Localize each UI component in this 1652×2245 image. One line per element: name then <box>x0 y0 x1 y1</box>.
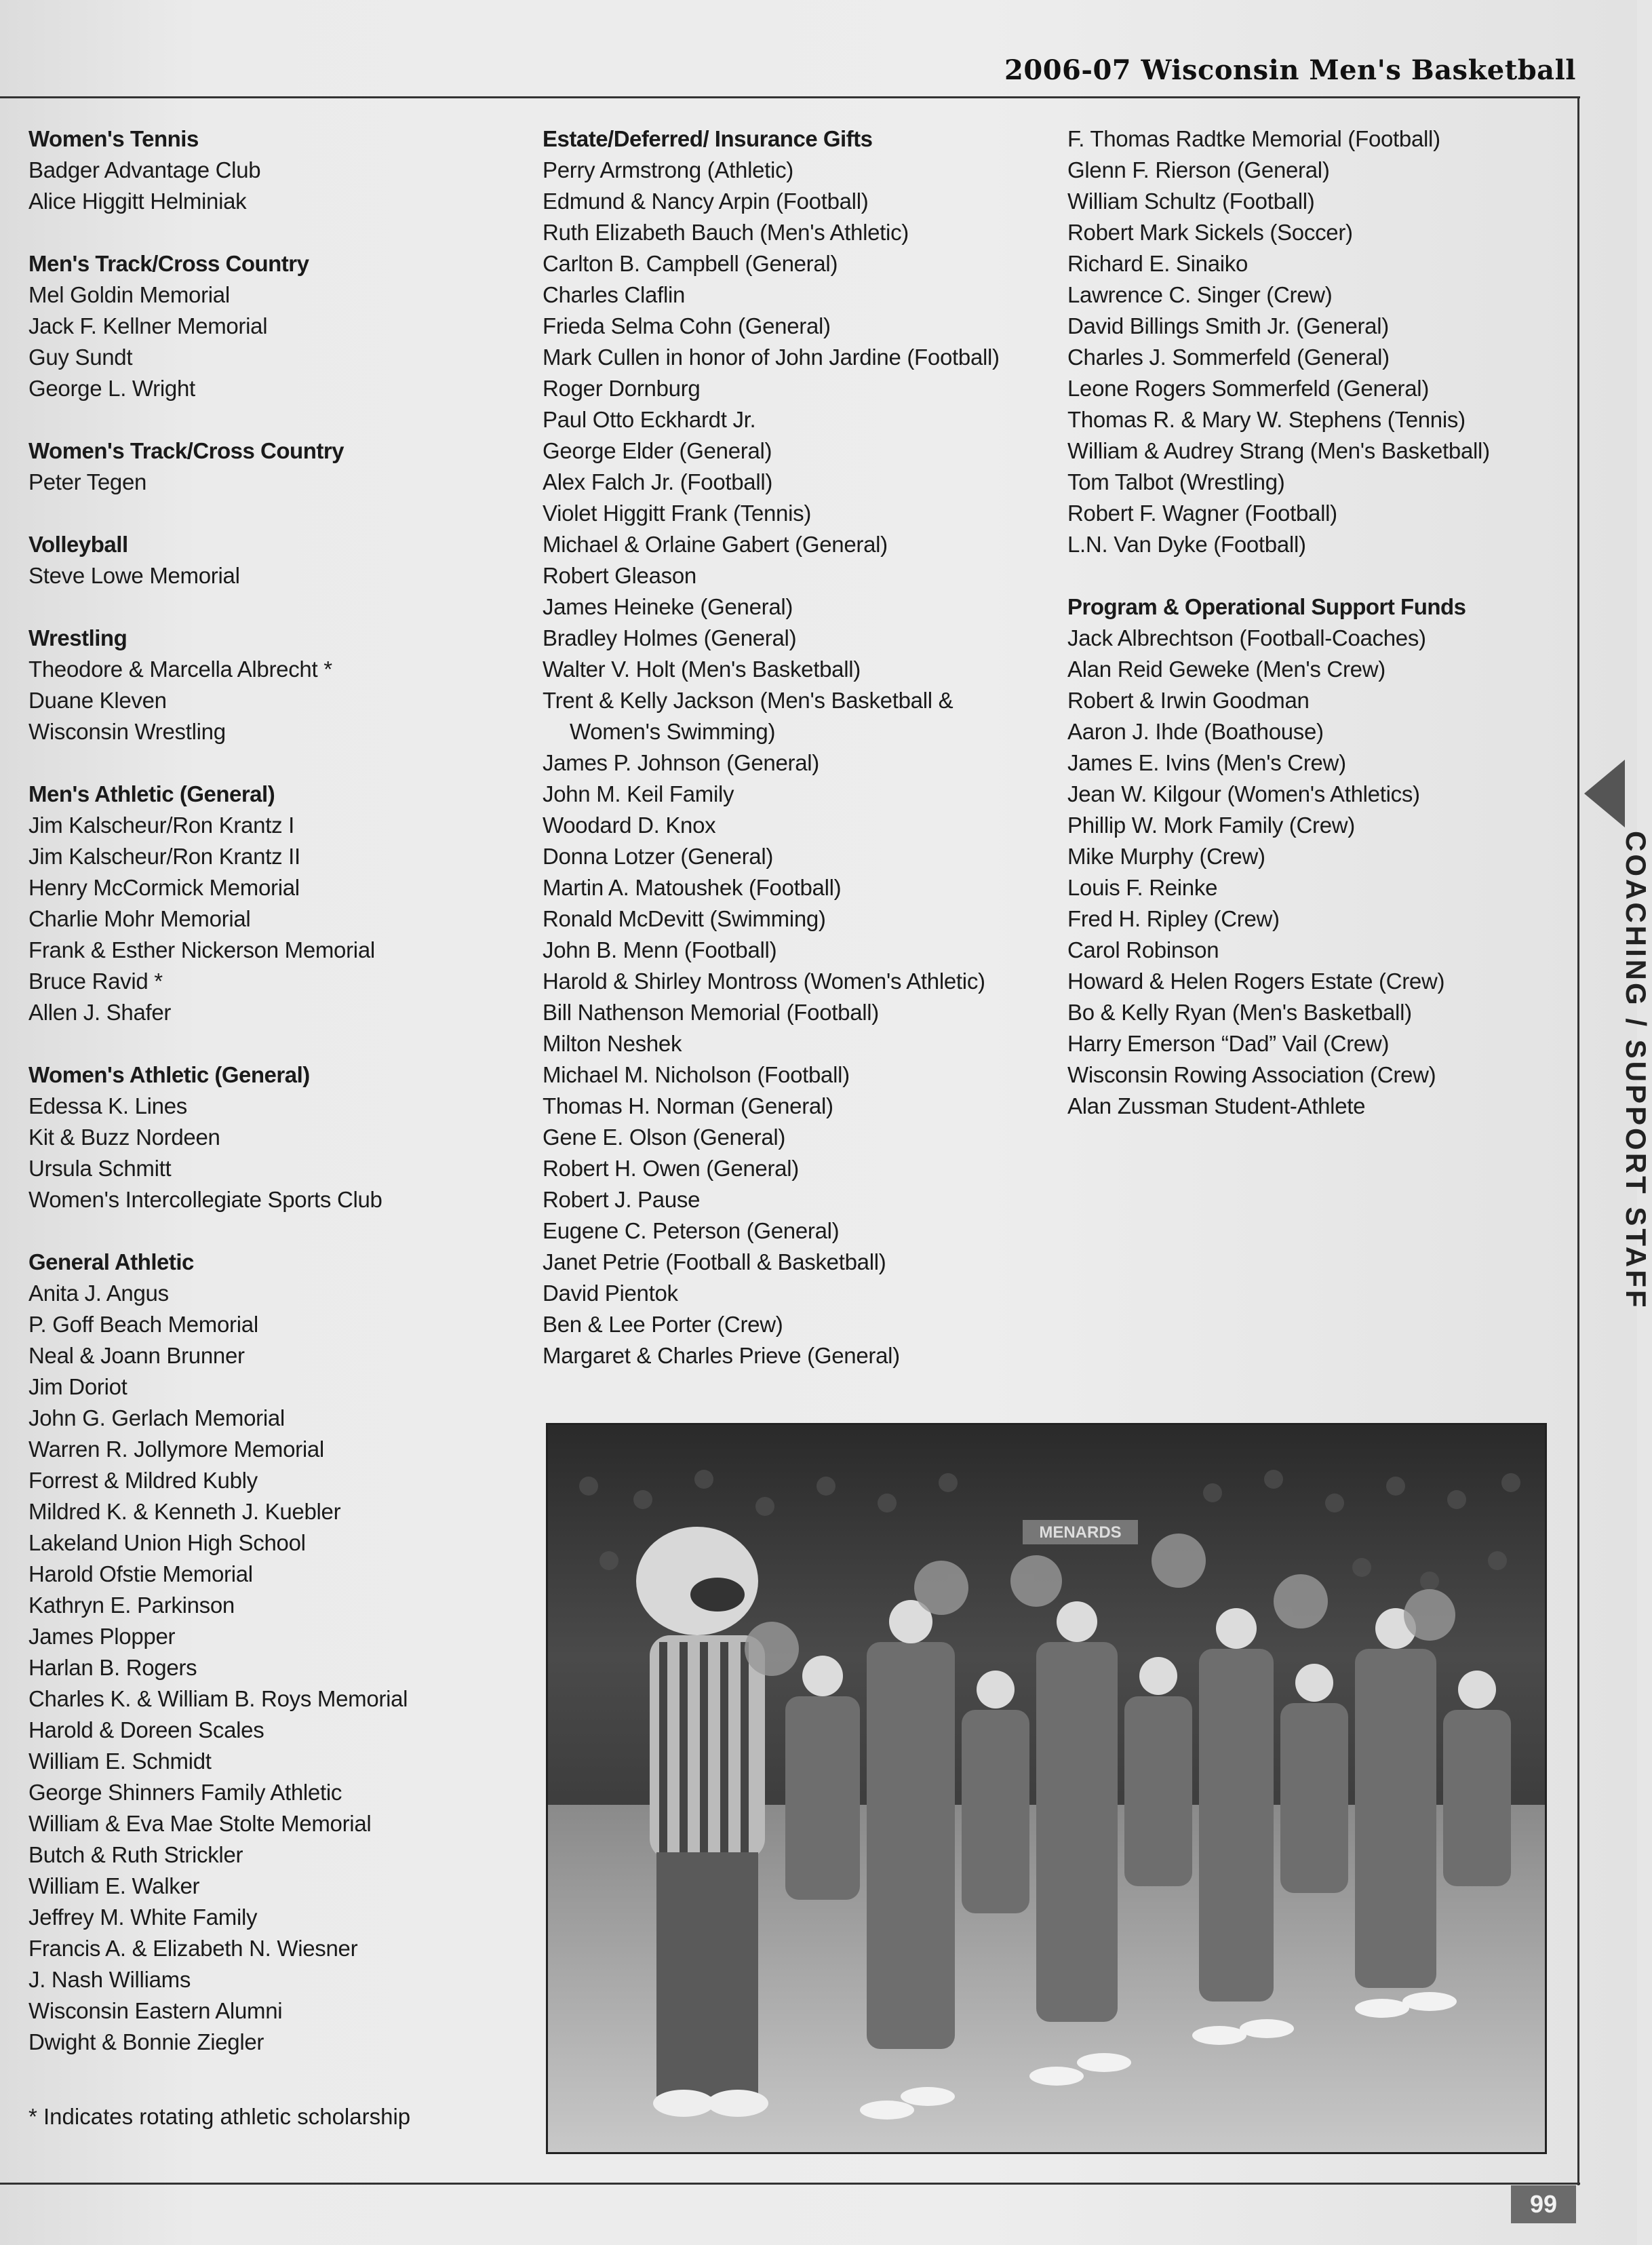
scholarship-column-2 <box>543 123 1058 1403</box>
fund-entry: Neal & Joann Brunner <box>28 1343 245 1368</box>
fund-entry: Janet Petrie (Football & Basketball) <box>543 1249 886 1274</box>
fund-entry: Roger Dornburg <box>543 376 701 401</box>
section-heading: Men's Track/Cross Country <box>28 251 309 276</box>
fund-entry: Howard & Helen Rogers Estate (Crew) <box>1067 969 1445 994</box>
side-tab-label: COACHING / SUPPORT STAFF <box>1620 831 1652 1310</box>
fund-section <box>1067 123 1569 560</box>
fund-section <box>28 779 503 1028</box>
fund-entry: Robert F. Wagner (Football) <box>1067 501 1337 526</box>
fund-entry: Robert H. Owen (General) <box>543 1156 799 1181</box>
fund-section <box>28 1059 503 1215</box>
fund-entry: Ruth Elizabeth Bauch (Men's Athletic) <box>543 220 909 245</box>
fund-entry: F. Thomas Radtke Memorial (Football) <box>1067 126 1440 151</box>
fund-entry: Ben & Lee Porter (Crew) <box>543 1312 783 1337</box>
fund-entry: Bradley Holmes (General) <box>543 625 797 650</box>
fund-entry: Charles K. & William B. Roys Memorial <box>28 1686 408 1711</box>
fund-entry: James E. Ivins (Men's Crew) <box>1067 750 1346 775</box>
fund-section <box>28 123 503 217</box>
fund-entry: Edessa K. Lines <box>28 1093 187 1118</box>
fund-entry: Walter V. Holt (Men's Basketball) <box>543 657 861 682</box>
fund-entry: Ronald McDevitt (Swimming) <box>543 906 826 931</box>
fund-entry: Bo & Kelly Ryan (Men's Basketball) <box>1067 1000 1412 1025</box>
fund-entry: William & Audrey Strang (Men's Basketball) <box>1067 438 1490 463</box>
fund-entry: Glenn F. Rierson (General) <box>1067 157 1330 182</box>
fund-entry: John G. Gerlach Memorial <box>28 1405 285 1430</box>
fund-entry: Fred H. Ripley (Crew) <box>1067 906 1280 931</box>
fund-entry: William E. Walker <box>28 1873 200 1898</box>
fund-entry: Harlan B. Rogers <box>28 1655 197 1680</box>
fund-entry: David Billings Smith Jr. (General) <box>1067 313 1389 338</box>
fund-entry: Robert & Irwin Goodman <box>1067 688 1310 713</box>
fund-entry: Mike Murphy (Crew) <box>1067 844 1265 869</box>
fund-entry: Violet Higgitt Frank (Tennis) <box>543 501 812 526</box>
section-heading: Women's Tennis <box>28 126 199 151</box>
fund-entry: Milton Neshek <box>543 1031 682 1056</box>
fund-entry: Thomas R. & Mary W. Stephens (Tennis) <box>1067 407 1466 432</box>
fund-entry: Peter Tegen <box>28 469 147 494</box>
fund-entry: Carol Robinson <box>1067 937 1219 962</box>
fund-entry: Thomas H. Norman (General) <box>543 1093 833 1118</box>
fund-entry: Ursula Schmitt <box>28 1156 172 1181</box>
fund-entry: James Plopper <box>28 1624 176 1649</box>
fund-entry: Robert Mark Sickels (Soccer) <box>1067 220 1353 245</box>
fund-entry: Alice Higgitt Helminiak <box>28 189 247 214</box>
fund-entry: Duane Kleven <box>28 688 167 713</box>
fund-entry: Alan Zussman Student-Athlete <box>1067 1093 1366 1118</box>
fund-entry: Butch & Ruth Strickler <box>28 1842 243 1867</box>
fund-entry: Francis A. & Elizabeth N. Wiesner <box>28 1936 358 1961</box>
fund-entry: Women's Swimming) <box>570 719 776 744</box>
fund-entry: Women's Intercollegiate Sports Club <box>28 1187 382 1212</box>
scholarship-column-3 <box>1067 123 1569 1153</box>
fund-entry: James Heineke (General) <box>543 594 793 619</box>
fund-entry: Jeffrey M. White Family <box>28 1905 258 1930</box>
fund-entry: Forrest & Mildred Kubly <box>28 1468 258 1493</box>
fund-section <box>28 1247 503 2058</box>
fund-entry: Edmund & Nancy Arpin (Football) <box>543 189 869 214</box>
scholarship-column-1 <box>28 123 503 2089</box>
fund-entry: Wisconsin Rowing Association (Crew) <box>1067 1062 1436 1087</box>
fund-entry: L.N. Van Dyke (Football) <box>1067 532 1306 557</box>
fund-entry: Jean W. Kilgour (Women's Athletics) <box>1067 781 1420 806</box>
fund-entry: Lawrence C. Singer (Crew) <box>1067 282 1333 307</box>
fund-entry: Allen J. Shafer <box>28 1000 172 1025</box>
fund-entry: Martin A. Matoushek (Football) <box>543 875 842 900</box>
footer-rule <box>0 2183 1580 2185</box>
fund-entry: Harold & Doreen Scales <box>28 1717 264 1742</box>
fund-entry: Louis F. Reinke <box>1067 875 1218 900</box>
section-heading: General Athletic <box>28 1249 194 1274</box>
fund-entry: Charles Claflin <box>543 282 686 307</box>
fund-entry: Jim Doriot <box>28 1374 127 1399</box>
fund-entry: Anita J. Angus <box>28 1281 169 1306</box>
fund-entry: Theodore & Marcella Albrecht * <box>28 657 332 682</box>
fund-entry: Warren R. Jollymore Memorial <box>28 1437 324 1462</box>
footnote: * Indicates rotating athletic scholarship <box>28 2104 411 2129</box>
section-heading: Women's Athletic (General) <box>28 1062 310 1087</box>
fund-entry: Dwight & Bonnie Ziegler <box>28 2029 264 2054</box>
fund-entry: William Schultz (Football) <box>1067 189 1315 214</box>
section-heading: Men's Athletic (General) <box>28 781 275 806</box>
section-heading: Volleyball <box>28 532 128 557</box>
fund-entry: Paul Otto Eckhardt Jr. <box>543 407 756 432</box>
fund-entry: Richard E. Sinaiko <box>1067 251 1248 276</box>
fund-entry: James P. Johnson (General) <box>543 750 819 775</box>
fund-entry: Steve Lowe Memorial <box>28 563 240 588</box>
fund-entry: Michael M. Nicholson (Football) <box>543 1062 850 1087</box>
fund-entry: Aaron J. Ihde (Boathouse) <box>1067 719 1324 744</box>
fund-entry: Harry Emerson “Dad” Vail (Crew) <box>1067 1031 1390 1056</box>
fund-section <box>28 623 503 747</box>
fund-entry: Phillip W. Mork Family (Crew) <box>1067 813 1355 838</box>
fund-entry: Margaret & Charles Prieve (General) <box>543 1343 900 1368</box>
fund-entry: Harold Ofstie Memorial <box>28 1561 253 1586</box>
fund-entry: Alan Reid Geweke (Men's Crew) <box>1067 657 1385 682</box>
fund-entry: George L. Wright <box>28 376 195 401</box>
cheer-squad-illustration <box>548 1425 1545 2152</box>
fund-entry: Mel Goldin Memorial <box>28 282 230 307</box>
fund-entry: Perry Armstrong (Athletic) <box>543 157 793 182</box>
fund-entry: Gene E. Olson (General) <box>543 1125 786 1150</box>
fund-entry: J. Nash Williams <box>28 1967 191 1992</box>
fund-entry: Bill Nathenson Memorial (Football) <box>543 1000 879 1025</box>
fund-section <box>28 248 503 404</box>
fund-entry: Jim Kalscheur/Ron Krantz II <box>28 844 300 869</box>
fund-entry: Harold & Shirley Montross (Women's Athletic) <box>543 969 985 994</box>
fund-entry: Charles J. Sommerfeld (General) <box>1067 345 1390 370</box>
fund-entry: Jim Kalscheur/Ron Krantz I <box>28 813 295 838</box>
fund-entry: George Elder (General) <box>543 438 772 463</box>
fund-entry: Eugene C. Peterson (General) <box>543 1218 840 1243</box>
fund-entry: Wisconsin Eastern Alumni <box>28 1998 283 2023</box>
section-heading: Wrestling <box>28 625 127 650</box>
fund-entry: David Pientok <box>543 1281 678 1306</box>
fund-entry: Bruce Ravid * <box>28 969 163 994</box>
fund-entry: John M. Keil Family <box>543 781 734 806</box>
section-heading: Women's Track/Cross Country <box>28 438 345 463</box>
page-number: 99 <box>1511 2185 1576 2223</box>
section-heading: Program & Operational Support Funds <box>1067 594 1466 619</box>
fund-entry: Tom Talbot (Wrestling) <box>1067 469 1285 494</box>
section-heading: Estate/Deferred/ Insurance Gifts <box>543 126 873 151</box>
fund-section <box>543 123 1058 1371</box>
fund-entry: Kit & Buzz Nordeen <box>28 1125 220 1150</box>
header-rule <box>0 96 1580 98</box>
right-border-rule <box>1577 96 1579 2185</box>
fund-entry: Woodard D. Knox <box>543 813 716 838</box>
fund-entry: Trent & Kelly Jackson (Men's Basketball & <box>543 688 953 713</box>
fund-entry: George Shinners Family Athletic <box>28 1780 342 1805</box>
fund-entry: Frank & Esther Nickerson Memorial <box>28 937 375 962</box>
fund-entry: Jack Albrechtson (Football-Coaches) <box>1067 625 1426 650</box>
fund-entry: Michael & Orlaine Gabert (General) <box>543 532 888 557</box>
fund-entry: Carlton B. Campbell (General) <box>543 251 838 276</box>
fund-entry: Kathryn E. Parkinson <box>28 1593 235 1618</box>
fund-section <box>28 529 503 591</box>
fund-entry: William E. Schmidt <box>28 1749 212 1774</box>
fund-entry: Leone Rogers Sommerfeld (General) <box>1067 376 1430 401</box>
fund-entry: Alex Falch Jr. (Football) <box>543 469 773 494</box>
fund-entry: Guy Sundt <box>28 345 133 370</box>
page-header-title: 2006-07 Wisconsin Men's Basketball <box>1004 54 1576 86</box>
fund-entry: Henry McCormick Memorial <box>28 875 300 900</box>
fund-entry: Robert J. Pause <box>543 1187 701 1212</box>
fund-entry: Mildred K. & Kenneth J. Kuebler <box>28 1499 341 1524</box>
fund-section <box>1067 591 1569 1122</box>
fund-entry: Robert Gleason <box>543 563 696 588</box>
fund-entry: Charlie Mohr Memorial <box>28 906 251 931</box>
arena-banner-text: MENARDS <box>1039 1523 1122 1542</box>
fund-entry: Jack F. Kellner Memorial <box>28 313 268 338</box>
fund-entry: Wisconsin Wrestling <box>28 719 226 744</box>
fund-entry: Badger Advantage Club <box>28 157 261 182</box>
fund-entry: Lakeland Union High School <box>28 1530 306 1555</box>
fund-entry: P. Goff Beach Memorial <box>28 1312 258 1337</box>
fund-entry: Frieda Selma Cohn (General) <box>543 313 831 338</box>
side-tab-arrow <box>1584 760 1625 827</box>
cheer-squad-photo <box>546 1423 1547 2154</box>
fund-entry: Mark Cullen in honor of John Jardine (Football) <box>543 345 1000 370</box>
fund-entry: John B. Menn (Football) <box>543 937 777 962</box>
fund-entry: William & Eva Mae Stolte Memorial <box>28 1811 372 1836</box>
fund-section <box>28 435 503 498</box>
fund-entry: Donna Lotzer (General) <box>543 844 774 869</box>
